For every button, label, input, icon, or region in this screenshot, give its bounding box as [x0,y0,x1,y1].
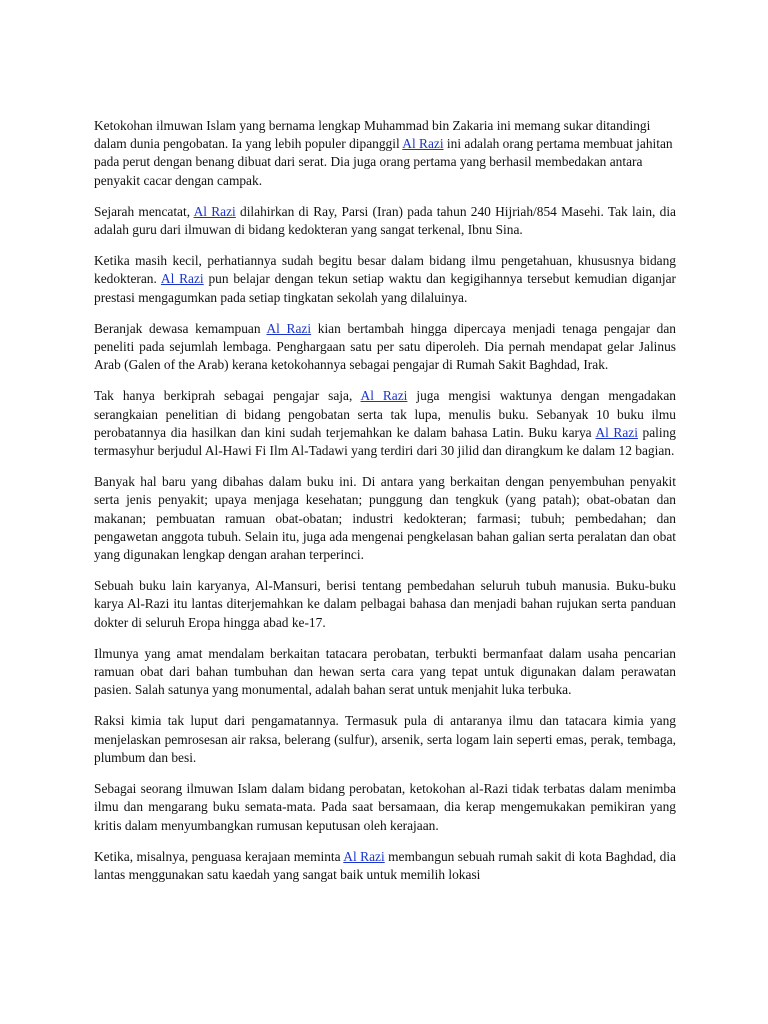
paragraph [94,117,676,190]
al-razi-link[interactable]: Al Razi [266,320,312,336]
paragraph-text: Ketika masih kecil, perhatiannya sudah begitu besar dalam bidang ilmu pengetahuan, khususnya bidang kedokteran. [94,253,676,287]
paragraph [94,780,676,835]
paragraph-text: ini adalah orang pertama membuat jahitan pada perut dengan benang dibuat dari serat. Dia juga orang pertama yang berhasil membedakan antara penyakit cacar dengan campak. [94,136,673,188]
paragraph [94,712,676,767]
paragraph [94,387,676,460]
paragraph-text: Ketika, misalnya, penguasa kerajaan meminta [94,848,344,864]
paragraph [94,645,676,700]
al-razi-link[interactable]: Al Razi [360,388,408,404]
paragraph-text: dilahirkan di Ray, Parsi (Iran) pada tahun 240 Hijriah/854 Masehi. Tak lain, dia adalah guru dari ilmuwan di bidang kedokteran yang sangat terkenal, Ibnu Sina. [94,203,677,238]
paragraph-text: Sejarah mencatat, [94,203,194,219]
al-razi-link[interactable]: Al Razi [160,271,204,287]
paragraph-text: paling termasyhur berjudul Al-Hawi Fi Ilm Al-Tadawi yang terdiri dari 30 jilid dan dirangkum ke dalam 12 bagian. [94,424,676,459]
paragraph-text: juga mengisi waktunya dengan mengadakan serangkaian penelitian di bidang pengobatan serta tak lupa, menulis buku. Sebanyak 10 buku ilmu perobatannya dia hasilkan dan kini sudah terjemahkan ke dalam bahasa Latin. Buku karya [94,388,677,440]
al-razi-link[interactable]: Al Razi [402,136,444,152]
al-razi-link[interactable]: Al Razi [595,424,638,440]
paragraph [94,320,676,375]
paragraph [94,577,676,632]
paragraph-text: Tak hanya berkiprah sebagai pengajar saja, [94,388,361,404]
article-body [94,117,676,897]
paragraph [94,203,676,239]
paragraph-text: pun belajar dengan tekun setiap waktu dan kegigihannya tersebut kemudian diganjar prestasi mengagumkan pada setiap tingkatan sekolah yang dilaluinya. [94,271,676,305]
paragraph-text: Beranjak dewasa kemampuan [94,320,267,336]
paragraph [94,848,676,884]
paragraph-text: Sebagai seorang ilmuwan Islam dalam bidang perobatan, ketokohan al-Razi tidak terbatas dalam menimba ilmu dan mengarang buku semata-mata. Pada saat bersamaan, dia kerap mengemukakan pemikiran yang kritis dalam menyumbangkan rumusan keputusan oleh kerajaan. [94,781,676,833]
paragraph-text: Banyak hal baru yang dibahas dalam buku ini. Di antara yang berkaitan dengan penyembuhan penyakit serta jenis penyakit; upaya menjaga kesehatan; punggung dan tengkuk (yang patah); obat-obatan dan makanan; pembuatan ramuan obat-obatan; industri kedokteran; farmasi; tubuh; pembedahan; dan pengawetan anggota tubuh. Selain itu, juga ada mengenai pengkelasan bahan galian serta peralatan dan obat yang digunakan lengkap dengan arahan terperinci. [94,474,676,563]
paragraph-text: Raksi kimia tak luput dari pengamatannya. Termasuk pula di antaranya ilmu dan tatacara kimia yang menjelaskan pemrosesan air raksa, belerang (sulfur), arsenik, serta logam lain seperti emas, perak, tembaga, plumbum dan besi. [94,713,676,765]
al-razi-link[interactable]: Al Razi [343,848,385,864]
paragraph [94,252,676,307]
al-razi-link[interactable]: Al Razi [193,203,236,219]
paragraph-text: Sebuah buku lain karyanya, Al-Mansuri, berisi tentang pembedahan seluruh tubuh manusia. Buku-buku karya Al-Razi itu lantas diterjemahkan ke dalam pelbagai bahasa dan menjadi bahan rujukan serta panduan dokter di seluruh Eropa hingga abad ke-17. [94,578,676,630]
paragraph-text: kian bertambah hingga dipercaya menjadi tenaga pengajar dan peneliti pada sejumlah lembaga. Penghargaan satu per satu diperoleh. Dia pernah mendapat gelar Jalinus Arab (Galen of the Arab) kerana ketokohannya sebagai pengajar di Rumah Sakit Baghdad, Irak. [94,320,676,373]
paragraph [94,473,676,564]
paragraph-text: Ketokohan ilmuwan Islam yang bernama lengkap Muhammad bin Zakaria ini memang sukar ditandingi dalam dunia pengobatan. Ia yang lebih populer dipanggil [94,118,651,152]
paragraph-text: Ilmunya yang amat mendalam berkaitan tatacara perobatan, terbukti bermanfaat dalam usaha pencarian ramuan obat dari bahan tumbuhan dan hewan serta cara yang tepat untuk digunakan dalam perawatan pasien. Salah satunya yang monumental, adalah bahan serat untuk menjahit luka terbuka. [94,645,676,698]
paragraph-text: membangun sebuah rumah sakit di kota Baghdad, dia lantas menggunakan satu kaedah yang sangat baik untuk memilih lokasi [94,848,676,882]
